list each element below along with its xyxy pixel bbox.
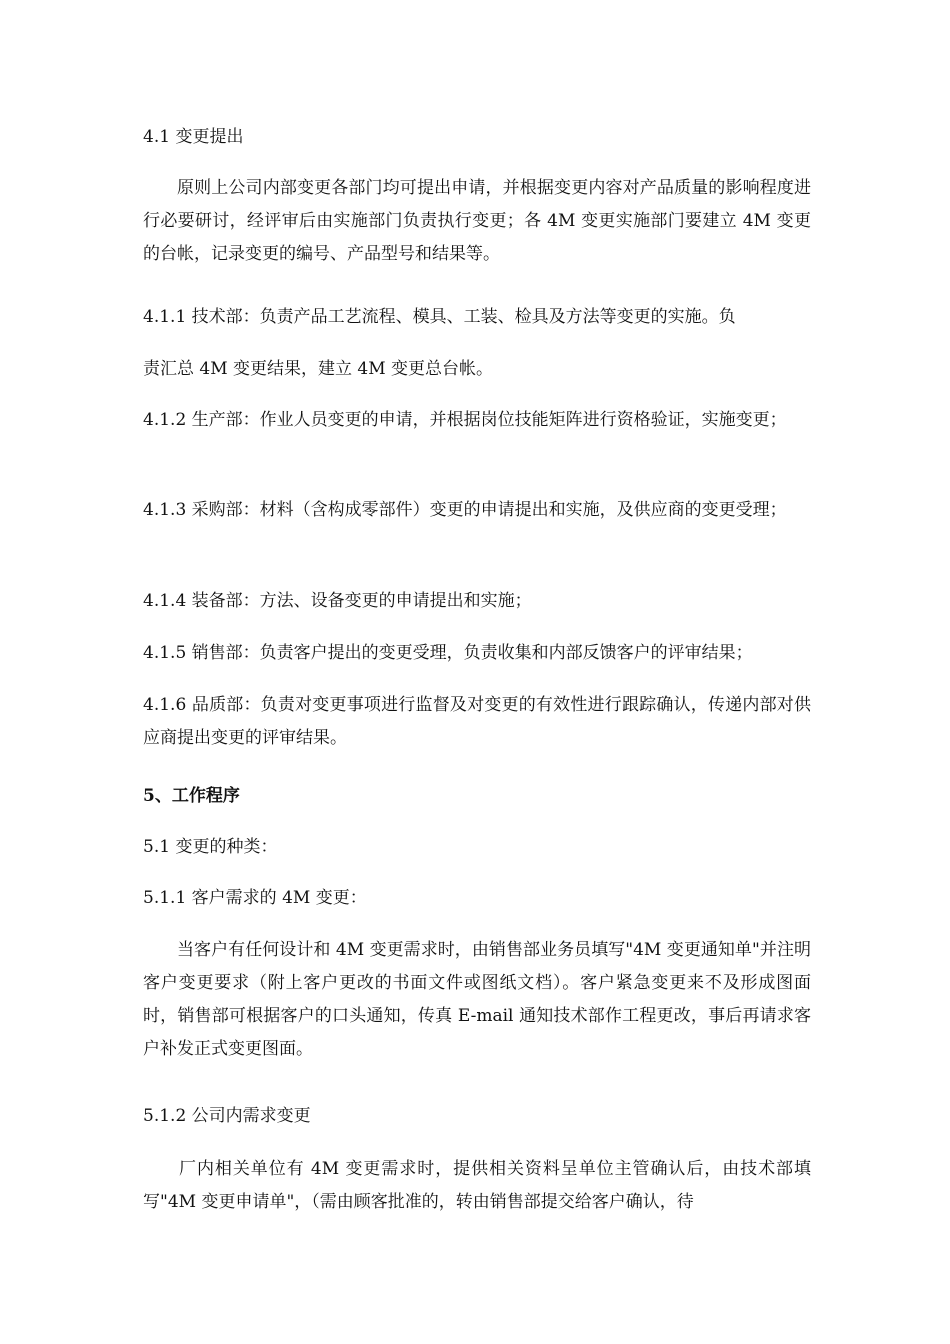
section-5-1-1: 5.1.1 客户需求的 4M 变更：	[143, 888, 367, 908]
section-4-1-6: 4.1.6 品质部：负责对变更事项进行监督及对变更的有效性进行跟踪确认，传递内部对供应商提出变更的评审结果。	[143, 695, 811, 748]
section-4-1-body: 原则上公司内部变更各部门均可提出申请，并根据变更内容对产品质量的影响程度进行必要研讨，经评审后由实施部门负责执行变更；各 4M 变更实施部门要建立 4M 变更的台帐，记录变更的编号、产品型号和结果等。	[143, 178, 811, 264]
section-5-1-1-body: 当客户有任何设计和 4M 变更需求时，由销售部业务员填写"4M 变更通知单"并注明客户变更要求（附上客户更改的书面文件或图纸文档）。客户紧急变更来不及形成图面时，销售部可根据客户的口头通知，传真 E-mail 通知技术部作工程更改，事后再请求客户补发正式变更图面。	[143, 940, 811, 1059]
section-5-1-2: 5.1.2 公司内需求变更	[143, 1106, 311, 1126]
section-5-1: 5.1 变更的种类：	[143, 837, 278, 857]
section-5-heading: 5、工作程序	[143, 786, 240, 806]
section-4-1-5: 4.1.5 销售部：负责客户提出的变更受理，负责收集和内部反馈客户的评审结果；	[143, 643, 753, 663]
section-4-1-1-line2: 责汇总 4M 变更结果，建立 4M 变更总台帐。	[143, 359, 494, 379]
section-4-1-3: 4.1.3 采购部：材料（含构成零部件）变更的申请提出和实施，及供应商的变更受理；	[143, 500, 787, 520]
section-5-1-2-body: 厂内相关单位有 4M 变更需求时，提供相关资料呈单位主管确认后，由技术部填写"4M 变更申请单"，（需由顾客批准的，转由销售部提交给客户确认，待	[143, 1159, 811, 1212]
section-4-1-4: 4.1.4 装备部：方法、设备变更的申请提出和实施；	[143, 591, 532, 611]
section-4-1-2: 4.1.2 生产部：作业人员变更的申请，并根据岗位技能矩阵进行资格验证，实施变更；	[143, 410, 787, 430]
section-4-1-1-line1: 4.1.1 技术部：负责产品工艺流程、模具、工装、检具及方法等变更的实施。负	[143, 307, 736, 327]
section-4-1-heading: 4.1 变更提出	[143, 127, 244, 147]
